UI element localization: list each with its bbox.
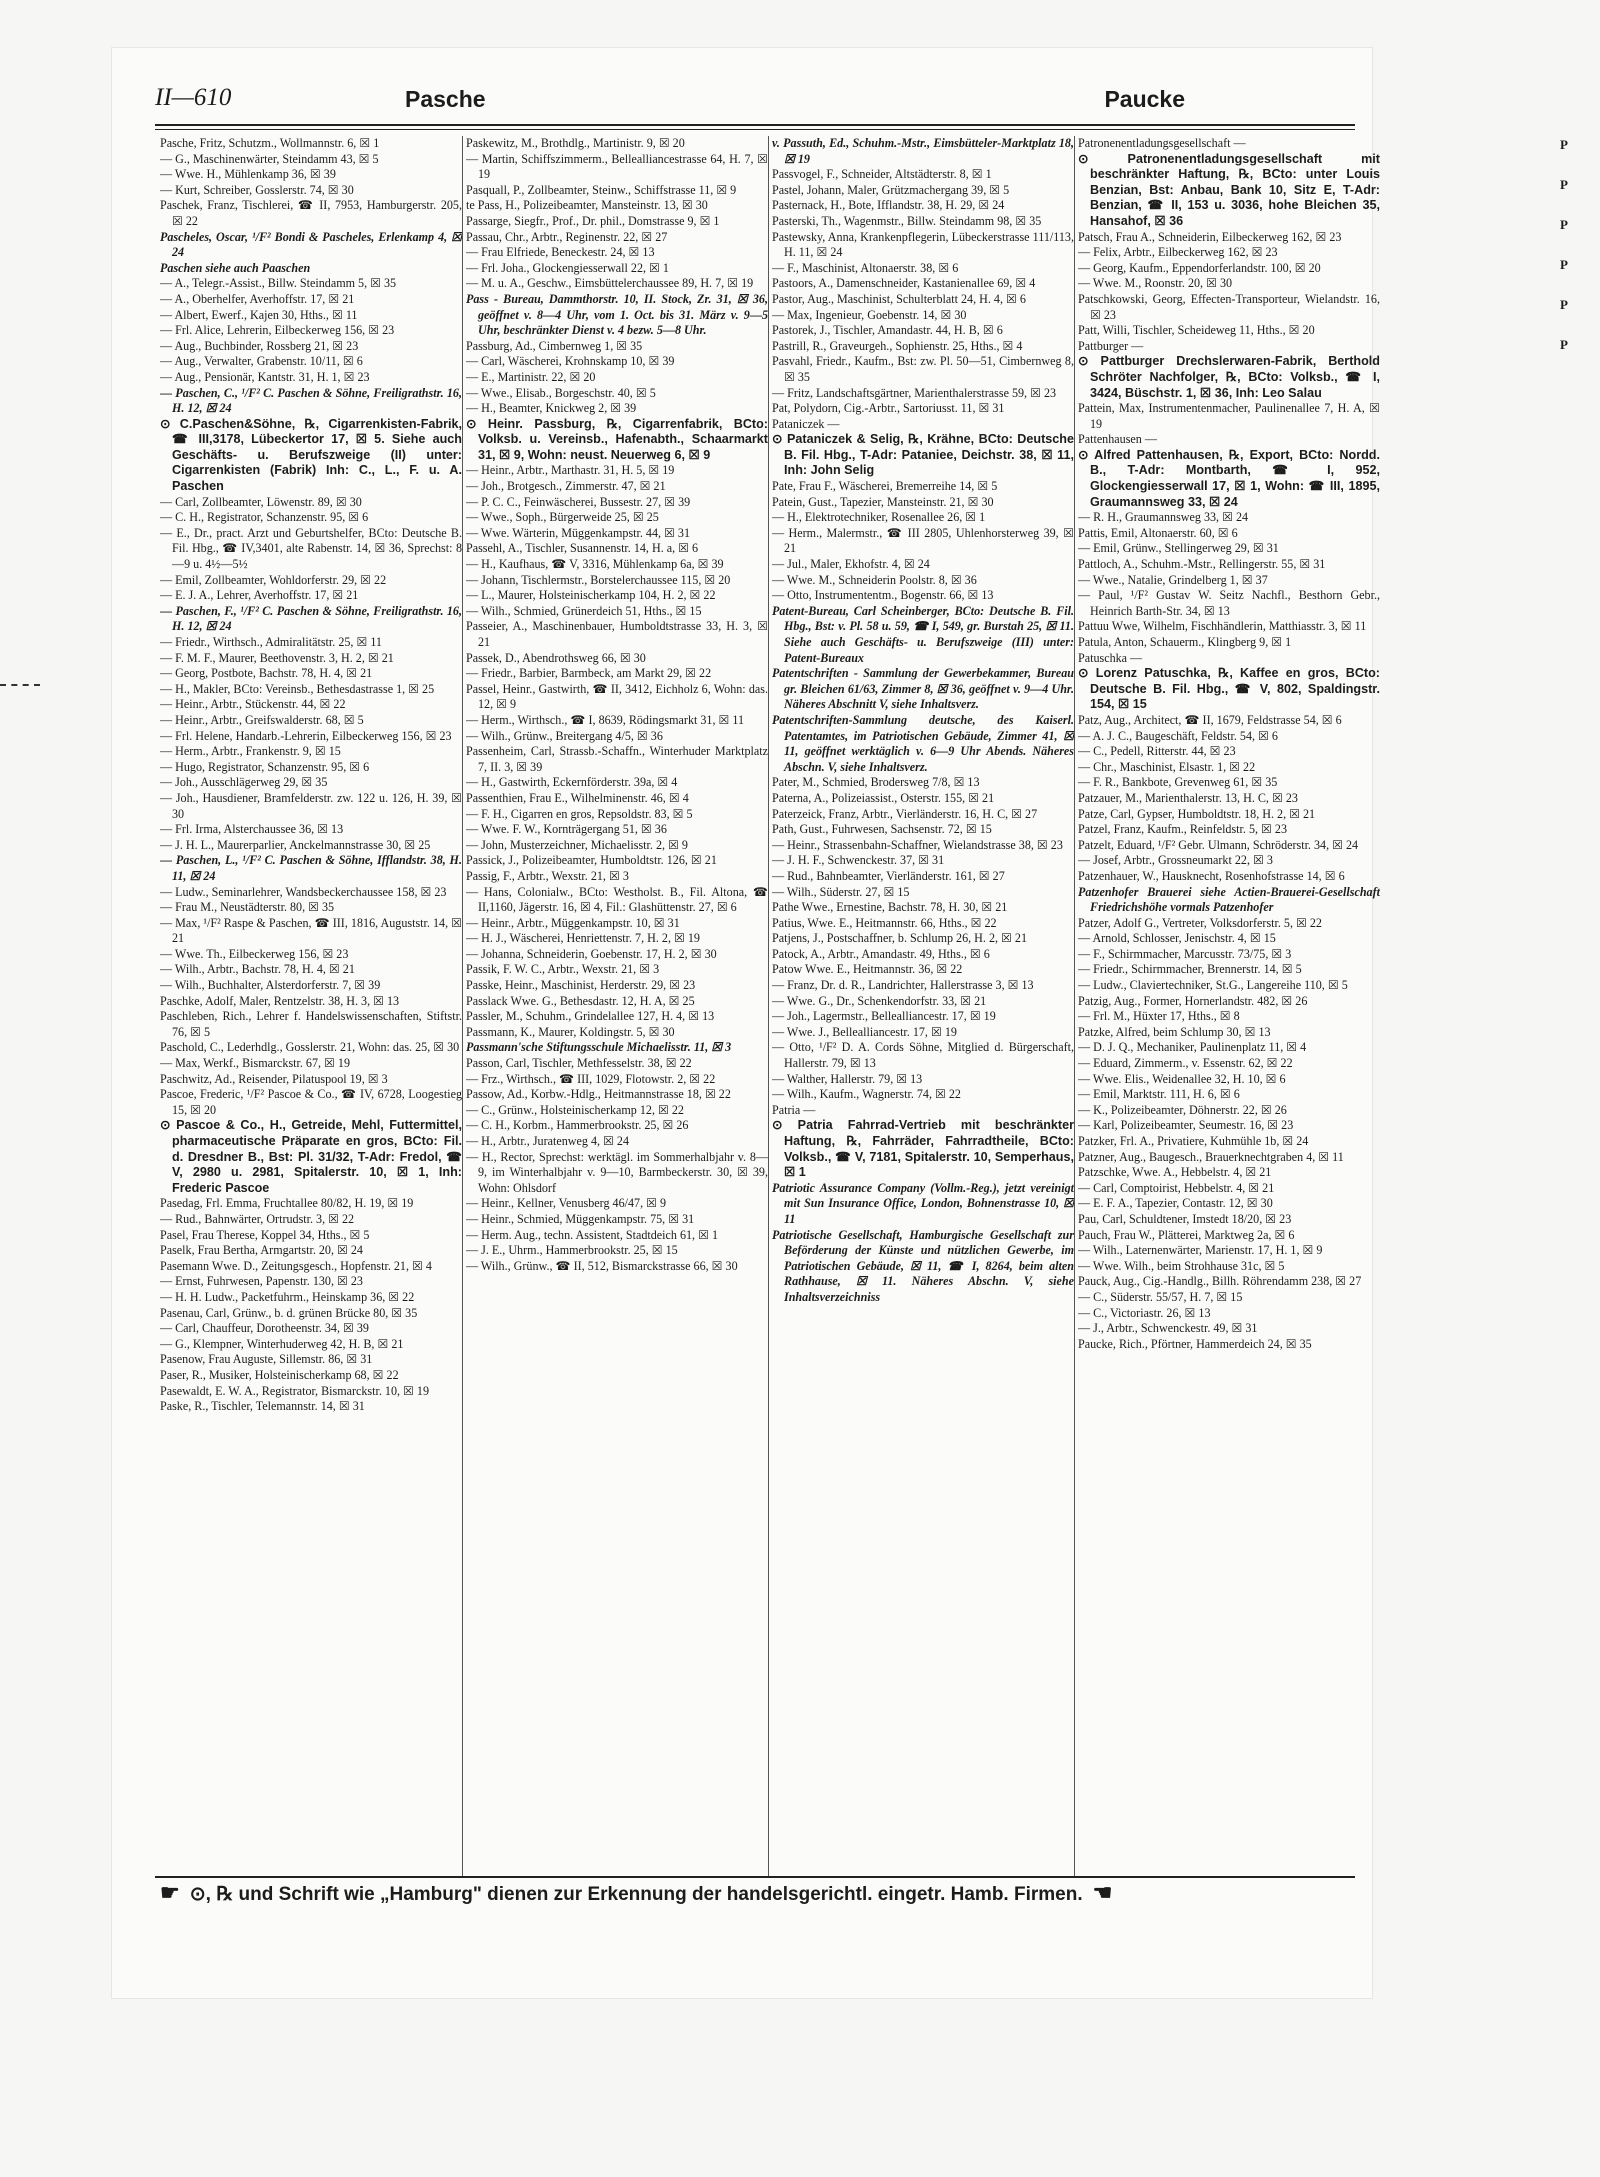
directory-entry: Paske, R., Tischler, Telemannstr. 14, ☒ 31 [160,1399,365,1414]
directory-entry: ⊙ Heinr. Passburg, ℞, Cigarrenfabrik, BCto: Volksb. u. Vereinsb., Hafenabth., Schaarmarkt 31, ☒ 9, Wohn: neust. Neuerweg 6, ☒ 9 [466,416,768,462]
directory-entry: Paselk, Frau Bertha, Armgartstr. 20, ☒ 24 [160,1243,363,1258]
directory-entry: — E. F. A., Tapezier, Contastr. 12, ☒ 30 [1078,1196,1273,1211]
directory-entry: — Wwe. G., Dr., Schenkendorfstr. 33, ☒ 21 [772,993,987,1008]
directory-entry: Passick, J., Polizeibeamter, Humboldtstr. 126, ☒ 21 [466,853,717,868]
directory-entry: — H. J., Wäscherei, Henriettenstr. 7, H. 2, ☒ 19 [466,931,700,946]
directory-entry: Paschleben, Rich., Lehrer f. Handelswissenschaften, Stiftstr. 76, ☒ 5 [160,1009,462,1039]
directory-entry: — Max, Ingenieur, Goebenstr. 14, ☒ 30 [772,307,967,322]
directory-entry: — Carl, Wäscherei, Krohnskamp 10, ☒ 39 [466,354,675,369]
directory-entry: Passek, D., Abendrothsweg 66, ☒ 30 [466,650,646,665]
directory-entry: Pattuu Wwe, Wilhelm, Fischhändlerin, Matthiasstr. 3, ☒ 11 [1078,619,1367,634]
directory-entry: Pau, Carl, Schuldtener, Imstedt 18/20, ☒ 23 [1078,1211,1292,1226]
directory-entry: — C., Grünw., Holsteinischerkamp 12, ☒ 22 [466,1102,684,1117]
directory-entry: Patent-Bureau, Carl Scheinberger, BCto: Deutsche B. Fil. Hbg., Bst: v. Pl. 58 u. 59, ☎ I, 549, gr. Burstah 25, ☒ 11. Siehe auch Geschäfts- u. Berufszweige (III) unter: Patent-Bureaux [772,603,1074,665]
directory-entry: Pasquall, P., Zollbeamter, Steinw., Schiffstrasse 11, ☒ 9 [466,182,737,197]
directory-entry: Pauch, Frau W., Plätterei, Marktweg 2a, ☒ 6 [1078,1227,1295,1242]
directory-entry: Paskewitz, M., Brothdlg., Martinistr. 9, ☒ 20 [466,136,685,150]
directory-entry: — Wwe., Soph., Bürgerweide 25, ☒ 25 [466,510,659,525]
directory-entry: — Wwe. M., Schneiderin Poolstr. 8, ☒ 36 [772,572,977,587]
directory-entry: Passig, F., Arbtr., Wexstr. 21, ☒ 3 [466,868,629,883]
directory-entry: Passon, Carl, Tischler, Methfesselstr. 38, ☒ 22 [466,1056,692,1071]
directory-entry: — Jul., Maler, Ekhofstr. 4, ☒ 24 [772,557,930,572]
directory-entry: Pascoe, Frederic, ¹/F² Pascoe & Co., ☎ IV, 6728, Loogestieg 15, ☒ 20 [160,1087,462,1117]
directory-entry: Passke, Heinr., Maschinist, Herderstr. 29, ☒ 23 [466,978,696,993]
directory-entry: Passik, F. W. C., Arbtr., Wexstr. 21, ☒ 3 [466,962,660,977]
directory-column-4 [1078,136,1380,1876]
directory-entry: Path, Gust., Fuhrwesen, Sachsenstr. 72, ☒ 15 [772,822,992,837]
directory-entry: — J. H. F., Schwenckestr. 37, ☒ 31 [772,853,945,868]
directory-entry: — Wwe., Elisab., Borgeschstr. 40, ☒ 5 [466,385,656,400]
directory-entry: — F. H., Cigarren en gros, Repsoldstr. 83, ☒ 5 [466,806,693,821]
directory-entry: — Paschen, L., ¹/F² C. Paschen & Söhne, Ifflandstr. 38, H. 11, ☒ 24 [160,853,462,883]
directory-entry: Passow, Ad., Korbw.-Hdlg., Heitmannstrasse 18, ☒ 22 [466,1087,731,1102]
directory-entry: — Wwe. J., Bellealliancestr. 17, ☒ 19 [772,1024,957,1039]
directory-entry: — H. H. Ludw., Packetfuhrm., Heinskamp 36, ☒ 22 [160,1289,415,1304]
directory-entry: — Felix, Arbtr., Eilbeckerweg 162, ☒ 23 [1078,245,1278,260]
directory-entry: — H., Gastwirth, Eckernförderstr. 39a, ☒ 4 [466,775,678,790]
directory-entry: — G., Maschinenwärter, Steindamm 43, ☒ 5 [160,151,379,166]
directory-entry: — Aug., Pensionär, Kantstr. 31, H. 1, ☒ 23 [160,369,370,384]
directory-entry: Patow Wwe. E., Heitmannstr. 36, ☒ 22 [772,962,963,977]
directory-entry: Passlack Wwe. G., Bethesdastr. 12, H. A, ☒ 25 [466,993,695,1008]
directory-entry: — Aug., Buchbinder, Rossberg 21, ☒ 23 [160,338,359,353]
directory-entry: — Wilh., Laternenwärter, Marienstr. 17, H. 1, ☒ 9 [1078,1243,1323,1258]
directory-entry: — Herm., Wirthsch., ☎ I, 8639, Rödingsmarkt 31, ☒ 11 [466,712,745,727]
bleed-letter: P [1560,337,1568,352]
directory-entry: — Friedr., Barbier, Barmbeck, am Markt 29, ☒ 22 [466,666,712,681]
directory-entry: Pasternack, H., Bote, Ifflandstr. 38, H. 29, ☒ 24 [772,198,1005,213]
directory-entry: — Wwe. Wärterin, Müggenkampstr. 44, ☒ 31 [466,525,691,540]
directory-entry: — A., Telegr.-Assist., Billw. Steindamm 5, ☒ 35 [160,276,397,291]
directory-entry: — Wilh., Schmied, Grünerdeich 51, Hths., ☒ 15 [466,603,702,618]
directory-entry: Paschwitz, Ad., Reisender, Pilatuspool 19, ☒ 3 [160,1071,388,1086]
directory-entry: — Hugo, Registrator, Schanzenstr. 95, ☒ 6 [160,759,370,774]
directory-entry: — Ernst, Fuhrwesen, Papenstr. 130, ☒ 23 [160,1274,363,1289]
directory-entry: — Wwe. Elis., Weidenallee 32, H. 10, ☒ 6 [1078,1071,1286,1086]
directory-entry: — Wilh., Buchhalter, Alsterdorferstr. 7, ☒ 39 [160,978,381,993]
directory-entry: — Johanna, Schneiderin, Goebenstr. 17, H. 2, ☒ 30 [466,946,717,961]
directory-entry: Paterna, A., Polizeiassist., Osterstr. 155, ☒ 21 [772,790,995,805]
column-divider [768,136,769,1876]
directory-entry: — Wwe. Th., Eilbeckerweg 156, ☒ 23 [160,946,349,961]
directory-entry: — Wilh., Grünw., ☎ II, 512, Bismarckstrasse 66, ☒ 30 [466,1258,738,1273]
directory-entry: Patuschka — [1078,650,1143,665]
directory-entry: — F. M. F., Maurer, Beethovenstr. 3, H. 2, ☒ 21 [160,650,394,665]
directory-entry: — Wwe. H., Mühlenkamp 36, ☒ 39 [160,167,336,182]
directory-entry: — J. H. L., Maurerparlier, Anckelmannstrasse 30, ☒ 25 [160,837,431,852]
directory-entry: — Friedr., Schirmmacher, Brennerstr. 14, ☒ 5 [1078,962,1302,977]
directory-entry: — Wwe., Natalie, Grindelberg 1, ☒ 37 [1078,572,1268,587]
directory-entry: — C., Victoriastr. 26, ☒ 13 [1078,1305,1211,1320]
directory-entry: Pater, M., Schmied, Brodersweg 7/8, ☒ 13 [772,775,980,790]
directory-entry: Patzenhauer, W., Hausknecht, Rosenhofstrasse 14, ☒ 6 [1078,868,1345,883]
directory-entry: — Paschen, F., ¹/F² C. Paschen & Söhne, Freiligrathstr. 16, H. 12, ☒ 24 [160,603,462,634]
directory-entry: Patzig, Aug., Former, Hornerlandstr. 482, ☒ 26 [1078,993,1308,1008]
directory-entry: Pattloch, A., Schuhm.-Mstr., Rellingerstr. 55, ☒ 31 [1078,557,1326,572]
directory-entry: — Joh., Hausdiener, Bramfelderstr. zw. 122 u. 126, H. 39, ☒ 30 [160,790,462,821]
directory-entry: — Kurt, Schreiber, Gosslerstr. 74, ☒ 30 [160,182,354,197]
directory-entry: Paschek, Franz, Tischlerei, ☎ II, 7953, Hamburgerstr. 205, ☒ 22 [160,198,462,228]
directory-entry: — Herm. Aug., techn. Assistent, Stadtdeich 61, ☒ 1 [466,1227,719,1242]
directory-entry: — G., Klempner, Winterhuderweg 42, H. B, ☒ 21 [160,1336,404,1351]
directory-entry: — Max, ¹/F² Raspe & Paschen, ☎ III, 1816, Auguststr. 14, ☒ 21 [160,915,462,946]
directory-entry: — L., Maurer, Holsteinischerkamp 104, H. 2, ☒ 22 [466,588,716,603]
directory-entry: Pascheles, Oscar, ¹/F² Bondi & Pascheles, Erlenkamp 4, ☒ 24 [160,229,462,260]
directory-entry: Pasterski, Th., Wagenmstr., Billw. Steindamm 98, ☒ 35 [772,213,1042,228]
directory-entry: Paschold, C., Lederhdlg., Gosslerstr. 21, Wohn: das. 25, ☒ 30 [160,1040,460,1055]
directory-entry: — Heinr., Schmied, Müggenkampstr. 75, ☒ 31 [466,1211,695,1226]
directory-entry: — Heinr., Kellner, Venusberg 46/47, ☒ 9 [466,1196,667,1211]
directory-entry: — Heinr., Arbtr., Müggenkampstr. 10, ☒ 31 [466,915,680,930]
directory-entry: Patriotische Gesellschaft, Hamburgische Gesellschaft zur Beförderung der Künste und nützlichen Gewerbe, im Patriotischen Gebäude, ☒ 11, ☎ I, 8264, beim alten Rathhause, ☒ 11. Näheres Abschn. V, siehe Inhaltsverzeichniss [772,1227,1074,1304]
directory-entry: — E., Dr., pract. Arzt und Geburtshelfer, BCto: Deutsche B. Fil. Hbg., ☎ IV,3401, alte Rabenstr. 14, ☒ 36, Sprechst: 8—9 u. 4½—5½ [160,525,462,572]
directory-entry: Patein, Gust., Tapezier, Mansteinstr. 21, ☒ 30 [772,494,994,509]
directory-entry: Patentschriften - Sammlung der Gewerbekammer, Bureau gr. Bleichen 61/63, Zimmer 8, ☒ 36, geöffnet v. 9—4 Uhr. Näheres Abschnitt V, siehe Inhaltsverz. [772,666,1074,712]
directory-entry: — Emil, Zollbeamter, Wohldorferstr. 29, ☒ 22 [160,572,387,587]
directory-entry: — H., Elektrotechniker, Rosenallee 26, ☒ 1 [772,510,986,525]
directory-entry: — F., Maschinist, Altonaerstr. 38, ☒ 6 [772,260,959,275]
scan-gutter-mark [0,684,40,686]
directory-entry: — Friedr., Wirthsch., Admiralitätstr. 25, ☒ 11 [160,635,382,649]
bleed-letter: P [1560,217,1568,232]
directory-entry: — C., Pedell, Ritterstr. 44, ☒ 23 [1078,744,1236,759]
directory-entry: Patius, Wwe. E., Heitmannstr. 66, Hths., ☒ 22 [772,915,997,930]
directory-entry: — Wilh., Grünw., Breitergang 4/5, ☒ 36 [466,728,663,743]
directory-column-2 [466,136,768,1876]
directory-entry: — Heinr., Strassenbahn-Schaffner, Wielandstrasse 38, ☒ 23 [772,837,1063,852]
directory-entry: — Martin, Schiffszimmerm., Bellealliancestrasse 64, H. 7, ☒ 19 [466,151,768,182]
directory-entry: — Eduard, Zimmerm., v. Essenstr. 62, ☒ 22 [1078,1056,1293,1071]
directory-entry: — Rud., Bahnwärter, Ortrudstr. 3, ☒ 22 [160,1211,355,1226]
directory-entry: — Wwe. Wilh., beim Strohhause 31c, ☒ 5 [1078,1258,1285,1273]
directory-entry: — H., Beamter, Knickweg 2, ☒ 39 [466,401,637,416]
directory-entry: — A., Oberhelfer, Averhoffstr. 17, ☒ 21 [160,291,355,306]
directory-entry: — Emil, Grünw., Stellingerweg 29, ☒ 31 [1078,541,1279,556]
directory-entry: Patzenhofer Brauerei siehe Actien-Brauerei-Gesellschaft Friedrichshöhe vormals Patzenhofer [1078,884,1380,915]
directory-entry: Passler, M., Schuhm., Grindelallee 127, H. 4, ☒ 13 [466,1009,715,1024]
directory-entry: Pataniczek — [772,416,840,431]
directory-entry: Pasenow, Frau Auguste, Sillemstr. 86, ☒ 31 [160,1352,373,1367]
directory-entry: ⊙ Pataniczek & Selig, ℞, Krähne, BCto: Deutsche B. Fil. Hbg., T-Adr: Pataniee, Deichstr. 38, ☒ 11, Inh: John Selig [772,432,1074,478]
directory-entry: — Johann, Tischlermstr., Borstelerchaussee 115, ☒ 20 [466,572,731,587]
directory-entry: Patzelt, Eduard, ¹/F² Gebr. Ulmann, Schröderstr. 34, ☒ 24 [1078,837,1359,852]
directory-entry: — Ludw., Seminarlehrer, Wandsbeckerchaussee 158, ☒ 23 [160,884,447,899]
directory-entry: Passmann'sche Stiftungsschule Michaelisstr. 11, ☒ 3 [466,1040,732,1055]
directory-entry: — C. H., Registrator, Schanzenstr. 95, ☒ 6 [160,510,369,525]
pointing-hand-icon: ☛ [160,1880,180,1905]
directory-entry: Pasel, Frau Therese, Koppel 34, Hths., ☒ 5 [160,1227,370,1242]
directory-entry: — Aug., Verwalter, Grabenstr. 10/11, ☒ 6 [160,354,363,369]
directory-entry: — Heinr., Arbtr., Marthastr. 31, H. 5, ☒ 19 [466,463,675,478]
header-last-name: Paucke [1104,86,1185,112]
directory-entry: — H., Arbtr., Juratenweg 4, ☒ 24 [466,1134,629,1148]
directory-entry: — M. u. A., Geschw., Eimsbüttelerchaussee 89, H. 7, ☒ 19 [466,276,754,291]
directory-entry: Pathe Wwe., Ernestine, Bachstr. 78, H. 30, ☒ 21 [772,900,1008,915]
directory-entry: — Heinr., Arbtr., Stückenstr. 44, ☒ 22 [160,697,346,712]
directory-entry: — Max, Werkf., Bismarckstr. 67, ☒ 19 [160,1056,351,1071]
directory-entry: — Hans, Colonialw., BCto: Westholst. B., Fil. Altona, ☎ II,1160, Jägerstr. 16, ☒ 4, Fil.: Glashüttenstr. 27, ☒ 6 [466,884,768,915]
directory-entry: — Carl, Chauffeur, Dorotheenstr. 34, ☒ 39 [160,1321,369,1336]
directory-entry: — C., Süderstr. 55/57, H. 7, ☒ 15 [1078,1289,1243,1304]
directory-entry: — Wwe. M., Roonstr. 20, ☒ 30 [1078,276,1233,291]
directory-entry: — Karl, Polizeibeamter, Seumestr. 16, ☒ 23 [1078,1118,1294,1133]
directory-entry: — Joh., Brotgesch., Zimmerstr. 47, ☒ 21 [466,479,666,494]
directory-entry: ⊙ Pascoe & Co., H., Getreide, Mehl, Futtermittel, pharmaceutische Präparate en gros, BCto: Fil. d. Dresdner B., Bst: Pl. 31/32, T-Adr: Fredol, ☎ V, 2980 u. 2981, Spitalerstr. 10, ☒ 1, Inh: Frederic Pascoe [160,1118,462,1195]
directory-entry: — Otto, Instrumententm., Bogenstr. 66, ☒ 13 [772,588,994,603]
directory-entry: Passenheim, Carl, Strassb.-Schaffn., Winterhuder Marktplatz 7, II. 3, ☒ 39 [466,744,768,774]
directory-entry: Patock, A., Arbtr., Amandastr. 49, Hths., ☒ 6 [772,946,990,961]
directory-entry: Passenthien, Frau E., Wilhelminenstr. 46, ☒ 4 [466,790,689,805]
directory-entry: — Joh., Ausschlägerweg 29, ☒ 35 [160,775,328,790]
directory-entry: Paucke, Rich., Pförtner, Hammerdeich 24, ☒ 35 [1078,1336,1312,1351]
directory-entry: Pauck, Aug., Cig.-Handlg., Billh. Röhrendamm 238, ☒ 27 [1078,1274,1362,1289]
directory-entry: — H., Kaufhaus, ☎ V, 3316, Mühlenkamp 6a, ☒ 39 [466,557,724,572]
next-page-bleed [1560,130,1600,370]
directory-entry: Pastrill, R., Graveurgeh., Sophienstr. 25, Hths., ☒ 4 [772,338,1023,353]
directory-entry: — Franz, Dr. d. R., Landrichter, Hallerstrasse 3, ☒ 13 [772,978,1034,993]
header-rule [155,124,1355,126]
page-footer [160,1880,1360,1910]
directory-entry: Patronenentladungsgesellschaft — [1078,136,1246,150]
directory-entry: Paschen siehe auch Paaschen [160,260,311,275]
directory-entry: — K., Polizeibeamter, Döhnerstr. 22, ☒ 26 [1078,1102,1287,1117]
directory-entry: — Ludw., Claviertechniker, St.G., Langereihe 110, ☒ 5 [1078,978,1348,993]
directory-entry: — A. J. C., Baugeschäft, Feldstr. 54, ☒ 6 [1078,728,1278,743]
page-number: II—610 [155,84,232,111]
directory-entry: — Carl, Comptoirist, Hebbelstr. 4, ☒ 21 [1078,1180,1275,1195]
directory-entry: Pattenhausen — [1078,432,1157,447]
directory-entry: ⊙ Patronenentladungsgesellschaft mit beschränkter Haftung, ℞, BCto: unter Louis Benzian, Bst: Anbau, Bank 10, Sitz E, T-Adr: Benzian, ☎ II, 153 u. 3036, hohe Bleichen 35, Hansahof, ☒ 36 [1078,151,1380,228]
directory-entry: — Herm., Arbtr., Frankenstr. 9, ☒ 15 [160,744,341,759]
directory-entry: Pasche, Fritz, Schutzm., Wollmannstr. 6, ☒ 1 [160,136,380,150]
directory-entry: Passel, Heinr., Gastwirth, ☎ II, 3412, Eichholz 6, Wohn: das. 12, ☒ 9 [466,681,768,712]
directory-entry: Pastewsky, Anna, Krankenpflegerin, Lübeckerstrasse 111/113, H. 11, ☒ 24 [772,229,1074,260]
directory-entry: — Fritz, Landschaftsgärtner, Marienthalerstrasse 59, ☒ 23 [772,385,1057,400]
directory-entry: — Heinr., Arbtr., Greifswalderstr. 68, ☒ 5 [160,712,364,727]
directory-entry: Passarge, Siegfr., Prof., Dr. phil., Domstrasse 9, ☒ 1 [466,213,720,228]
directory-entry: Patriotic Assurance Company (Vollm.-Reg.), jetzt vereinigt mit Sun Insurance Office, London, Bohnenstrasse 10, ☒ 11 [772,1180,1074,1226]
directory-entry: te Pass, H., Polizeibeamter, Mansteinstr. 13, ☒ 30 [466,198,708,213]
directory-entry: — Albert, Ewerf., Kajen 30, Hths., ☒ 11 [160,307,358,322]
directory-column-3 [772,136,1074,1876]
directory-entry: — P. C. C., Feinwäscherei, Bussestr. 27, ☒ 39 [466,494,691,509]
directory-entry: — Wilh., Süderstr. 27, ☒ 15 [772,884,910,899]
directory-entry: — John, Musterzeichner, Michaelisstr. 2, ☒ 9 [466,837,688,852]
directory-entry: Passau, Chr., Arbtr., Reginenstr. 22, ☒ 27 [466,229,668,244]
directory-entry: Pattis, Emil, Altonaerstr. 60, ☒ 6 [1078,525,1238,540]
directory-entry: — Carl, Zollbeamter, Löwenstr. 89, ☒ 30 [160,494,362,509]
directory-entry: Patula, Anton, Schauerm., Klingberg 9, ☒ 1 [1078,635,1292,649]
directory-entry: Pasenau, Carl, Grünw., b. d. grünen Brücke 80, ☒ 35 [160,1305,418,1320]
directory-entry: Pattburger — [1078,338,1144,353]
directory-entry: — R. H., Graumannsweg 33, ☒ 24 [1078,510,1249,525]
directory-entry: — Paschen, C., ¹/F² C. Paschen & Söhne, Freiligrathstr. 16, H. 12, ☒ 24 [160,385,462,416]
directory-entry: Passburg, Ad., Cimbernweg 1, ☒ 35 [466,338,643,353]
directory-entry: v. Passuth, Ed., Schuhm.-Mstr., Eimsbütteler-Marktplatz 18, ☒ 19 [772,136,1074,166]
directory-entry: Paser, R., Musiker, Holsteinischerkamp 68, ☒ 22 [160,1367,399,1382]
directory-entry: — D. J. Q., Mechaniker, Paulinenplatz 11, ☒ 4 [1078,1040,1307,1055]
directory-entry: Pass - Bureau, Dammthorstr. 10, II. Stock, Zr. 31, ☒ 36, geöffnet v. 8—4 Uhr, vom 1. Oct. bis 31. März v. 9—5 Uhr, beschränkter Dienst v. 4 bezw. 5—8 Uhr. [466,291,768,338]
directory-entry: — Otto, ¹/F² D. A. Cords Söhne, Mitglied d. Bürgerschaft, Hallerstr. 79, ☒ 13 [772,1040,1074,1071]
directory-entry: Patt, Willi, Tischler, Scheideweg 11, Hths., ☒ 20 [1078,323,1315,338]
directory-entry: — Arnold, Schlosser, Jenischstr. 4, ☒ 15 [1078,931,1276,946]
directory-entry: Passehl, A., Tischler, Susannenstr. 14, H. a, ☒ 6 [466,541,699,556]
column-divider [1074,136,1075,1876]
bleed-letter: P [1560,297,1568,312]
directory-entry: Pasewaldt, E. W. A., Registrator, Bismarckstr. 10, ☒ 19 [160,1383,430,1398]
directory-entry: Patsch, Frau A., Schneiderin, Eilbeckerweg 162, ☒ 23 [1078,229,1342,244]
directory-entry: — Josef, Arbtr., Grossneumarkt 22, ☒ 3 [1078,853,1273,868]
directory-entry: — H., Rector, Sprechst: werktägl. im Sommerhalbjahr v. 8—9, im Winterhalbjahr v. 9—10, Barmbeckerstr. 30, ☒ 39, Wohn: Ohlsdorf [466,1149,768,1195]
directory-entry: — E., Martinistr. 22, ☒ 20 [466,369,596,384]
directory-entry: Pastor, Aug., Maschinist, Schulterblatt 24, H. 4, ☒ 6 [772,291,1026,306]
directory-entry: — Frl. M., Hüxter 17, Hths., ☒ 8 [1078,1009,1240,1024]
directory-entry: Pastel, Johann, Maler, Grützmachergang 39, ☒ 5 [772,182,1010,197]
page-header [155,84,1355,120]
directory-entry: Passeier, A., Maschinenbauer, Humboldtstrasse 33, H. 3, ☒ 21 [466,619,768,649]
directory-entry: — Frl. Helene, Handarb.-Lehrerin, Eilbeckerweg 156, ☒ 23 [160,728,452,743]
directory-entry: Patz, Aug., Architect, ☎ II, 1679, Feldstrasse 54, ☒ 6 [1078,712,1342,727]
bleed-letter: P [1560,137,1568,152]
directory-entry: Pasvahl, Friedr., Kaufm., Bst: zw. Pl. 50—51, Cimbernweg 8, ☒ 35 [772,354,1074,384]
directory-entry: Pastorek, J., Tischler, Amandastr. 44, H. B, ☒ 6 [772,323,1003,338]
directory-entry: — Rud., Bahnbeamter, Vierländerstr. 161, ☒ 27 [772,868,1005,883]
directory-entry: — Chr., Maschinist, Elsastr. 1, ☒ 22 [1078,759,1256,774]
directory-entry: Patzer, Adolf G., Vertreter, Volksdorferstr. 5, ☒ 22 [1078,915,1322,930]
bleed-letter: P [1560,257,1568,272]
directory-entry: — F., Schirmmacher, Marcusstr. 73/75, ☒ 3 [1078,946,1292,961]
directory-entry: Pattein, Max, Instrumentenmacher, Paulinenallee 7, H. A, ☒ 19 [1078,401,1380,431]
bleed-letter: P [1560,177,1568,192]
pointing-hand-icon: ☚ [1092,1880,1113,1905]
directory-entry: Patschkowski, Georg, Effecten-Transporteur, Wielandstr. 16, ☒ 23 [1078,291,1380,322]
directory-entry: Pastoors, A., Damenschneider, Kastanienallee 69, ☒ 4 [772,276,1036,291]
directory-entry: Patjens, J., Postschaffner, b. Schlump 26, H. 2, ☒ 21 [772,931,1028,946]
directory-entry: Paschke, Adolf, Maler, Rentzelstr. 38, H. 3, ☒ 13 [160,993,400,1008]
directory-entry: — Emil, Marktstr. 111, H. 6, ☒ 6 [1078,1087,1240,1102]
directory-entry: ⊙ Patria Fahrrad-Vertrieb mit beschränkter Haftung, ℞, Fahrräder, Fahrradtheile, BCto: Volksb., ☎ V, 7181, Spitalerstr. 10, Semperhaus, ☒ 1 [772,1118,1074,1180]
directory-entry: ⊙ Pattburger Drechslerwaren-Fabrik, Berthold Schröter Nachfolger, ℞, BCto: Volksb., ☎ I, 3424, Büschstr. 1, ☒ 36, Inh: Leo Salau [1078,354,1380,400]
directory-entry: Patzke, Alfred, beim Schlump 30, ☒ 13 [1078,1024,1271,1039]
directory-entry: Patzauer, M., Marienthalerstr. 13, H. C, ☒ 23 [1078,790,1298,805]
directory-entry: Passmann, K., Maurer, Koldingstr. 5, ☒ 30 [466,1024,675,1039]
directory-entry: Paterzeick, Franz, Arbtr., Vierländerstr. 16, H. C, ☒ 27 [772,806,1038,821]
directory-entry: — J. E., Uhrm., Hammerbrookstr. 25, ☒ 15 [466,1243,678,1258]
directory-entry: — F. R., Bankbote, Grevenweg 61, ☒ 35 [1078,775,1278,790]
directory-entry: ⊙ Lorenz Patuschka, ℞, Kaffee en gros, BCto: Deutsche B. Fil. Hbg., ☎ V, 802, Spaldingstr. 154, ☒ 15 [1078,666,1380,712]
directory-column-1 [160,136,462,1876]
directory-entry: — Wilh., Arbtr., Bachstr. 78, H. 4, ☒ 21 [160,962,355,977]
directory-entry: — Joh., Lagermstr., Bellealliancestr. 17, ☒ 19 [772,1009,996,1024]
directory-entry: — Wwe. F. W., Kornträgergang 51, ☒ 36 [466,822,667,837]
directory-entry: ⊙ Alfred Pattenhausen, ℞, Export, BCto: Nordd. B., T-Adr: Montbarth, ☎ I, 952, Glockengiesserwall 17, ☒ 1, Wohn: ☎ III, 1895, Graumannsweg 33, ☒ 24 [1078,447,1380,509]
directory-entry: Pasemann Wwe. D., Zeitungsgesch., Hopfenstr. 21, ☒ 4 [160,1258,432,1273]
directory-entry: — Wilh., Kaufm., Wagnerstr. 74, ☒ 22 [772,1087,961,1102]
directory-entry: Patzner, Aug., Baugesch., Brauerknechtgraben 4, ☒ 11 [1078,1149,1344,1164]
directory-entry: Patentschriften-Sammlung deutsche, des Kaiserl. Patentamtes, im Patriotischen Gebäude, Zimmer 41, ☒ 11, geöffnet werktäglich v. 6—9 Uhr Abends. Näheres Abschn. V, siehe Inhaltsverz. [772,712,1074,774]
footer-note: ⊙, ℞ und Schrift wie „Hamburg" dienen zur Erkennung der handelsgerichtl. eingetr. Hamb. Firmen. [189,1884,1083,1905]
directory-entry: Patze, Carl, Gypser, Humboldtstr. 18, H. 2, ☒ 21 [1078,806,1316,821]
directory-entry: Pasedag, Frl. Emma, Fruchtallee 80/82, H. 19, ☒ 19 [160,1196,414,1211]
directory-entry: — Frl. Alice, Lehrerin, Eilbeckerweg 156, ☒ 23 [160,323,395,338]
directory-entry: — Paul, ¹/F² Gustav W. Seitz Nachfl., Besthorn Gebr., Heinrich Barth-Str. 34, ☒ 13 [1078,588,1380,618]
footer-rule [155,1876,1355,1878]
directory-entry: — Frau M., Neustädterstr. 80, ☒ 35 [160,900,335,915]
directory-entry: — Herm., Malermstr., ☎ III 2805, Uhlenhorsterweg 39, ☒ 21 [772,525,1074,556]
column-divider [462,136,463,1876]
directory-entry: Patzker, Frl. A., Privatiere, Kuhmühle 1b, ☒ 24 [1078,1134,1309,1148]
directory-entry: — Frz., Wirthsch., ☎ III, 1029, Flotowstr. 2, ☒ 22 [466,1071,716,1086]
directory-entry: — H., Makler, BCto: Vereinsb., Bethesdastrasse 1, ☒ 25 [160,681,435,696]
directory-entry: — Georg, Kaufm., Eppendorferlandstr. 100, ☒ 20 [1078,260,1321,275]
header-first-name: Pasche [405,86,486,112]
directory-entry: — C. H., Korbm., Hammerbrookstr. 25, ☒ 26 [466,1118,689,1133]
directory-entry: — Georg, Postbote, Bachstr. 78, H. 4, ☒ 21 [160,666,373,681]
directory-entry: — Walther, Hallerstr. 79, ☒ 13 [772,1071,923,1086]
header-rule-thin [155,129,1355,130]
directory-entry: Patria — [772,1102,816,1117]
directory-entry: Pat, Polydorn, Cig.-Arbtr., Sartoriusst. 11, ☒ 31 [772,401,1005,416]
directory-entry: Patzel, Franz, Kaufm., Reinfeldstr. 5, ☒ 23 [1078,822,1288,837]
directory-entry: — Frl. Irma, Alsterchaussee 36, ☒ 13 [160,822,344,837]
directory-entry: Patzschke, Wwe. A., Hebbelstr. 4, ☒ 21 [1078,1165,1272,1180]
directory-entry: — J., Arbtr., Schwenckestr. 49, ☒ 31 [1078,1321,1258,1336]
directory-entry: — E. J. A., Lehrer, Averhoffstr. 17, ☒ 21 [160,588,359,603]
directory-entry: ⊙ C.Paschen&Söhne, ℞, Cigarrenkisten-Fabrik, ☎ III,3178, Lübeckertor 17, ☒ 5. Siehe auch Geschäfts- u. Berufszweige (II) unter: Cigarrenkisten (Fabrik) Inh: C., L., F. u. A. Paschen [160,416,462,494]
directory-entry: — Frau Elfriede, Beneckestr. 24, ☒ 13 [466,245,655,260]
directory-entry: Passvogel, F., Schneider, Altstädterstr. 8, ☒ 1 [772,167,992,182]
directory-entry: — Frl. Joha., Glockengiesserwall 22, ☒ 1 [466,260,669,275]
directory-entry: Pate, Frau F., Wäscherei, Bremerreihe 14, ☒ 5 [772,479,998,494]
